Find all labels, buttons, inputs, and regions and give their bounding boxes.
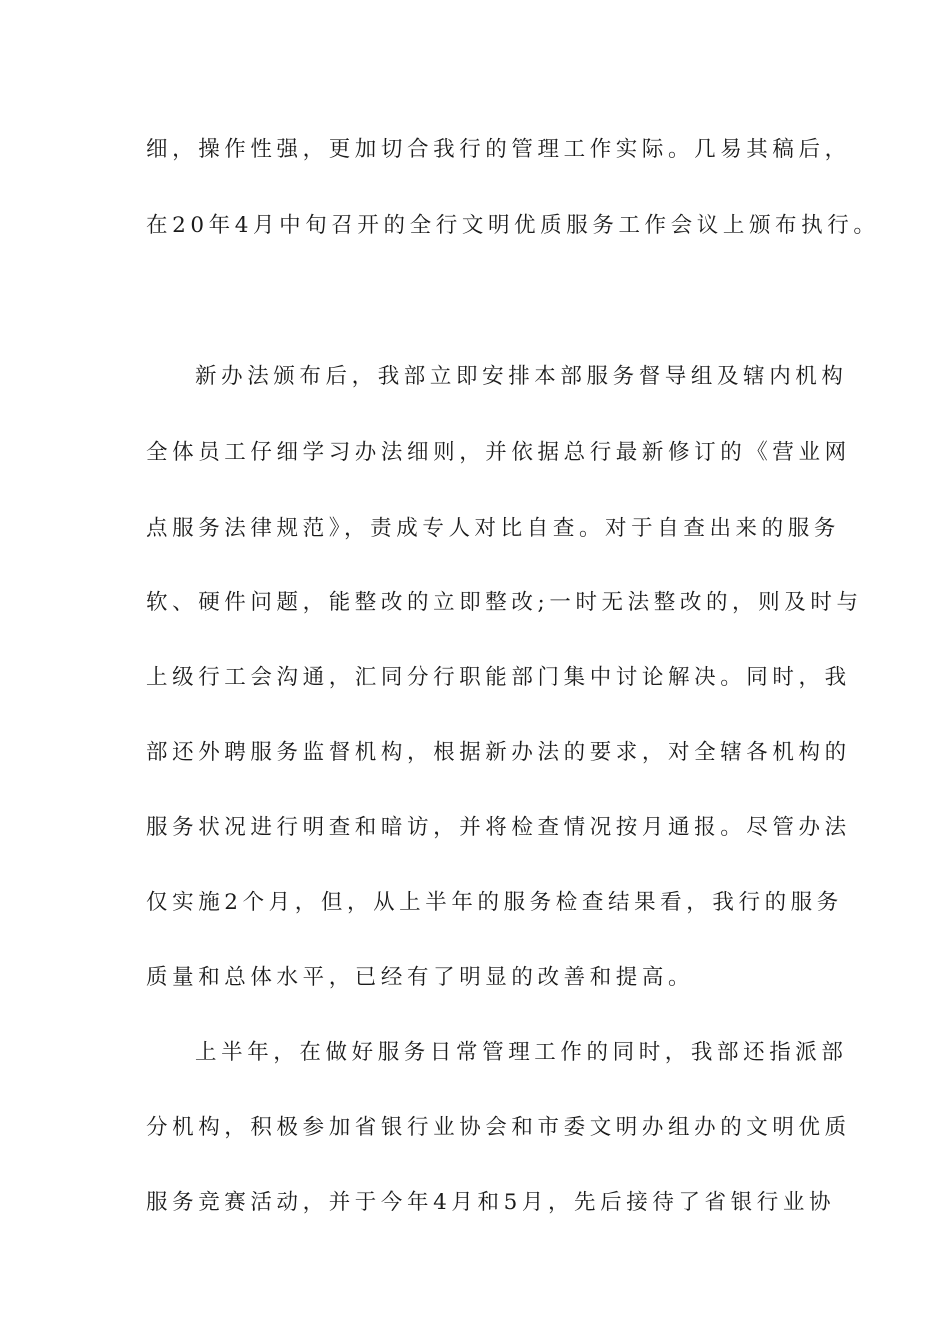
- text-line-3: 新办法颁布后，我部立即安排本部服务督导组及辖内机构: [195, 364, 848, 389]
- text-line-7: 上级行工会沟通，汇同分行职能部门集中讨论解决。同时，我: [146, 665, 851, 690]
- text-line-13: 分机构，积极参加省银行业协会和市委文明办组办的文明优质: [146, 1115, 851, 1140]
- text-line-9: 服务状况进行明查和暗访，并将检查情况按月通报。尽管办法: [146, 815, 851, 840]
- text-line-11: 质量和总体水平，已经有了明显的改善和提高。: [146, 965, 695, 990]
- text-line-5: 点服务法律规范》，责成专人对比自查。对于自查出来的服务: [146, 516, 840, 541]
- text-line-2: 在20年4月中旬召开的全行文明优质服务工作会议上颁布执行。: [146, 213, 880, 238]
- text-line-12: 上半年，在做好服务日常管理工作的同时，我部还指派部: [195, 1040, 848, 1065]
- text-line-1: 细，操作性强，更加切合我行的管理工作实际。几易其稿后，: [146, 137, 851, 162]
- text-line-6: 软、硬件问题，能整改的立即整改;一时无法整改的，则及时与: [146, 590, 863, 615]
- text-line-14: 服务竞赛活动，并于今年4月和5月，先后接待了省银行业协: [146, 1190, 836, 1215]
- text-line-8: 部还外聘服务监督机构，根据新办法的要求，对全辖各机构的: [146, 740, 851, 765]
- text-line-4: 全体员工仔细学习办法细则，并依据总行最新修订的《营业网: [146, 440, 851, 465]
- text-line-10: 仅实施2个月，但，从上半年的服务检查结果看，我行的服务: [146, 890, 843, 915]
